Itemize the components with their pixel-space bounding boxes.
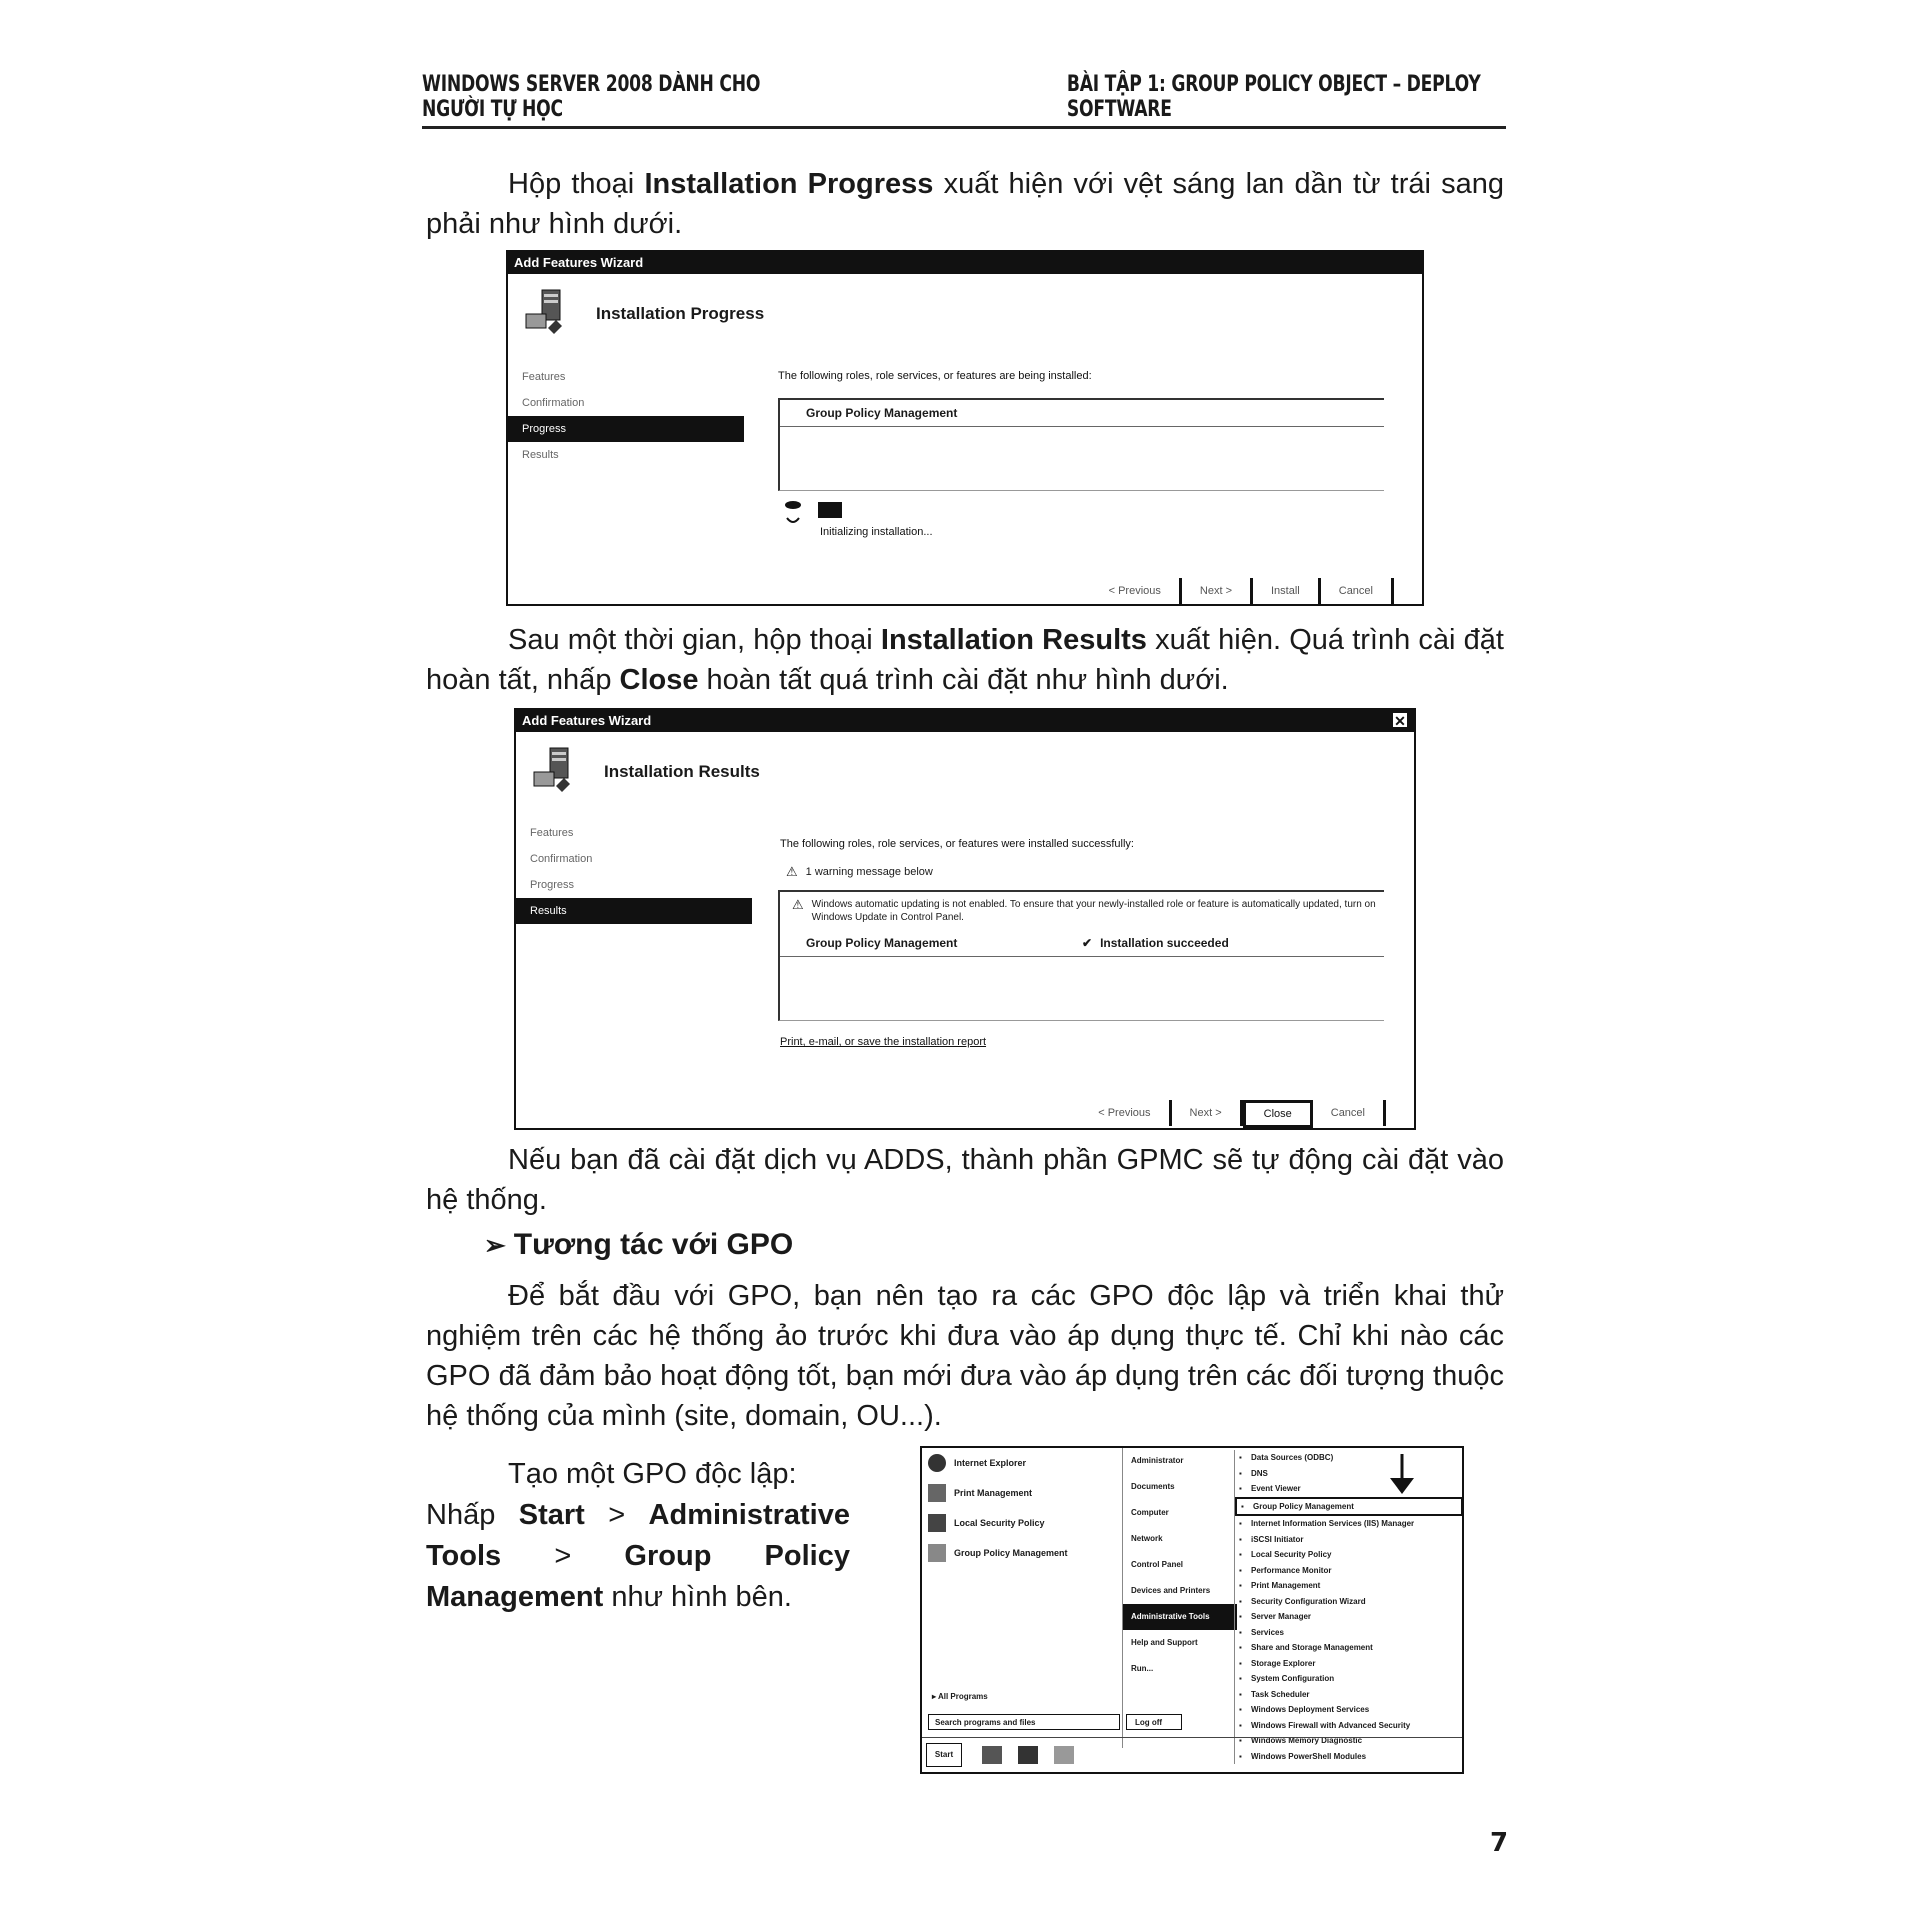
tool-icon: ▪ bbox=[1239, 1612, 1242, 1621]
start-menu-pinned bbox=[928, 1448, 1128, 1568]
admin-tool-label: Print Management bbox=[1251, 1581, 1321, 1590]
section-heading bbox=[484, 1228, 793, 1262]
all-programs-label: All Programs bbox=[937, 1692, 988, 1701]
warning-message bbox=[780, 892, 1384, 928]
arrow-bullet-icon: ➢ bbox=[484, 1230, 506, 1260]
p5-separator: > bbox=[501, 1540, 625, 1572]
installation-results-window bbox=[514, 708, 1416, 1130]
p2-text-mid: xuất hiện. Quá trình cài đặt hoàn tất, nhấp bbox=[426, 624, 1504, 696]
p5-line1: Tạo một GPO độc lập: bbox=[508, 1458, 797, 1490]
tool-icon: ▪ bbox=[1239, 1627, 1242, 1637]
cancel-button[interactable]: Cancel bbox=[1321, 578, 1394, 604]
tool-icon: ▪ bbox=[1239, 1689, 1242, 1699]
wizard-subtitle: The following roles, role services, or features are being installed: bbox=[778, 370, 1092, 382]
pinned-item[interactable] bbox=[928, 1448, 1128, 1478]
logoff-button[interactable]: Log off bbox=[1126, 1714, 1182, 1730]
wizard-steps bbox=[516, 820, 752, 924]
wizard-steps bbox=[508, 364, 744, 468]
tool-icon: ▪ bbox=[1239, 1484, 1242, 1493]
admin-tool-label: Windows Firewall with Advanced Security bbox=[1251, 1720, 1411, 1730]
menu-item-administrator[interactable]: Administrator bbox=[1131, 1456, 1184, 1465]
tool-icon: ▪ bbox=[1239, 1658, 1242, 1668]
admin-tool-item[interactable] bbox=[1235, 1594, 1463, 1610]
admin-tool-label: Server Manager bbox=[1251, 1612, 1312, 1621]
step-progress[interactable]: Progress bbox=[508, 416, 744, 442]
admin-tool-item[interactable] bbox=[1235, 1609, 1463, 1625]
menu-item-control-panel[interactable]: Control Panel bbox=[1131, 1560, 1184, 1569]
explorer-icon[interactable] bbox=[1054, 1746, 1074, 1764]
administrative-tools-submenu bbox=[1234, 1450, 1463, 1764]
window-title-text: Add Features Wizard bbox=[522, 713, 652, 728]
result-row bbox=[780, 928, 1384, 957]
admin-tool-item[interactable] bbox=[1235, 1718, 1463, 1734]
features-list bbox=[778, 398, 1384, 491]
step-features[interactable]: Features bbox=[522, 371, 566, 383]
group-policy-icon bbox=[928, 1544, 946, 1562]
tool-icon: ▪ bbox=[1239, 1565, 1242, 1575]
printer-icon bbox=[928, 1484, 946, 1502]
menu-item-help-support[interactable]: Help and Support bbox=[1131, 1638, 1198, 1647]
admin-tool-item[interactable] bbox=[1235, 1497, 1463, 1517]
admin-tool-label: Internet Information Services (IIS) Manager bbox=[1251, 1519, 1415, 1528]
start-menu-screenshot bbox=[920, 1446, 1464, 1774]
admin-tool-label: Local Security Policy bbox=[1251, 1550, 1332, 1559]
pinned-item[interactable] bbox=[928, 1538, 1128, 1568]
paragraph-1 bbox=[426, 164, 1504, 244]
admin-tool-label: DNS bbox=[1251, 1468, 1268, 1478]
progress-bar-fill bbox=[818, 502, 842, 518]
wizard-title: Installation Results bbox=[604, 762, 760, 781]
previous-button[interactable]: < Previous bbox=[1080, 1100, 1171, 1126]
admin-tool-item[interactable] bbox=[1235, 1702, 1463, 1718]
p5-bold-gpm: Group Policy Management bbox=[426, 1540, 850, 1613]
server-install-icon bbox=[522, 288, 566, 336]
server-install-icon bbox=[530, 746, 574, 794]
admin-tool-label: Windows PowerShell Modules bbox=[1251, 1751, 1367, 1761]
p2-text-end: hoàn tất quá trình cài đặt như hình dưới. bbox=[698, 664, 1229, 696]
taskbar bbox=[922, 1737, 1462, 1772]
p5-bold-start: Start bbox=[518, 1499, 585, 1531]
tool-icon: ▪ bbox=[1239, 1736, 1242, 1745]
pinned-label: Print Management bbox=[954, 1488, 1033, 1498]
tool-icon: ▪ bbox=[1239, 1720, 1242, 1730]
p3-text: Nếu bạn đã cài đặt dịch vụ ADDS, thành phần GPMC sẽ tự động cài đặt vào hệ thống. bbox=[426, 1144, 1504, 1216]
pinned-item[interactable] bbox=[928, 1478, 1128, 1508]
admin-tool-item[interactable] bbox=[1235, 1640, 1463, 1656]
all-programs-link[interactable]: ▸ All Programs bbox=[932, 1692, 988, 1701]
down-arrow-icon bbox=[1388, 1454, 1416, 1496]
p1-text-end: xuất hiện với vệt sáng lan dần từ trái sang phải như hình dưới. bbox=[426, 168, 1504, 240]
tool-icon: ▪ bbox=[1239, 1674, 1242, 1683]
security-policy-icon bbox=[928, 1514, 946, 1532]
check-icon: ✔ bbox=[1082, 936, 1093, 950]
p5-bold-admin-tools: Administrative Tools bbox=[426, 1499, 850, 1572]
tool-icon: ▪ bbox=[1239, 1453, 1242, 1462]
installation-progress-window bbox=[506, 250, 1424, 606]
report-link[interactable]: Print, e-mail, or save the installation report bbox=[780, 1036, 987, 1048]
step-progress[interactable]: Progress bbox=[530, 879, 575, 891]
p5-text: Nhấp bbox=[426, 1499, 519, 1531]
search-input[interactable]: Search programs and files bbox=[928, 1714, 1120, 1730]
admin-tool-label: System Configuration bbox=[1251, 1674, 1335, 1683]
results-list bbox=[778, 890, 1384, 1021]
hourglass-icon bbox=[782, 500, 804, 530]
paragraph-4 bbox=[426, 1276, 1504, 1436]
tool-icon: ▪ bbox=[1239, 1596, 1242, 1606]
tool-icon: ▪ bbox=[1239, 1751, 1242, 1761]
p2-text: Sau một thời gian, hộp thoại bbox=[508, 624, 881, 656]
progress-bar bbox=[818, 502, 1118, 518]
wizard-buttons bbox=[1091, 578, 1394, 604]
start-menu-right-column bbox=[1122, 1448, 1237, 1748]
p2-bold-results: Installation Results bbox=[880, 624, 1147, 656]
paragraph-3 bbox=[426, 1140, 1504, 1220]
admin-tool-label: Task Scheduler bbox=[1251, 1689, 1310, 1699]
admin-tool-item[interactable] bbox=[1235, 1563, 1463, 1579]
paragraph-5 bbox=[426, 1454, 850, 1618]
admin-tool-item[interactable] bbox=[1235, 1547, 1463, 1563]
server-manager-icon[interactable] bbox=[982, 1746, 1002, 1764]
menu-item-documents[interactable]: Documents bbox=[1131, 1482, 1175, 1491]
powershell-icon[interactable] bbox=[1018, 1746, 1038, 1764]
tool-icon: ▪ bbox=[1239, 1550, 1242, 1559]
warning-icon: ⚠ bbox=[792, 897, 804, 912]
admin-tool-item[interactable] bbox=[1235, 1532, 1463, 1548]
admin-tool-label: Security Configuration Wizard bbox=[1251, 1596, 1366, 1606]
step-confirmation[interactable]: Confirmation bbox=[522, 397, 585, 409]
close-button[interactable]: Close bbox=[1243, 1100, 1313, 1128]
tool-icon: ▪ bbox=[1239, 1643, 1242, 1652]
warning-icon: ⚠ bbox=[786, 864, 798, 879]
next-button[interactable]: Next > bbox=[1172, 1100, 1243, 1126]
admin-tool-item[interactable] bbox=[1235, 1578, 1463, 1594]
tool-icon: ▪ bbox=[1239, 1519, 1242, 1528]
running-header bbox=[422, 72, 1506, 129]
menu-item-network[interactable]: Network bbox=[1131, 1534, 1163, 1543]
header-right: BÀI TẬP 1: GROUP POLICY OBJECT – DEPLOY SOFTWARE bbox=[1066, 72, 1481, 122]
list-item-group-policy: Group Policy Management bbox=[780, 400, 1384, 427]
admin-tool-label: Services bbox=[1251, 1627, 1284, 1637]
admin-tool-item[interactable] bbox=[1235, 1450, 1463, 1466]
admin-tool-item[interactable] bbox=[1235, 1481, 1463, 1497]
admin-tool-item[interactable] bbox=[1235, 1656, 1463, 1672]
admin-tool-item[interactable] bbox=[1235, 1625, 1463, 1641]
result-feature: Group Policy Management bbox=[806, 936, 958, 950]
menu-item-administrative-tools[interactable]: Administrative Tools bbox=[1123, 1604, 1237, 1630]
pinned-label: Local Security Policy bbox=[954, 1518, 1045, 1528]
p5-separator: > bbox=[584, 1499, 649, 1531]
wizard-buttons bbox=[1080, 1100, 1386, 1128]
next-button[interactable]: Next > bbox=[1182, 578, 1253, 604]
result-status: Installation succeeded bbox=[1100, 936, 1229, 950]
admin-tool-label: Windows Memory Diagnostic bbox=[1251, 1736, 1363, 1745]
window-titlebar[interactable] bbox=[516, 710, 1414, 732]
window-titlebar[interactable]: Add Features Wizard bbox=[508, 252, 1422, 274]
paragraph-2 bbox=[426, 620, 1504, 700]
warning-message-text: Windows automatic updating is not enabled. To ensure that your newly-installed role or feature is automatically updated, turn on Windows Update in Control Panel. bbox=[811, 899, 1376, 923]
wizard-title: Installation Progress bbox=[596, 304, 765, 323]
header-left: WINDOWS SERVER 2008 DÀNH CHO NGƯỜI TỰ HỌC bbox=[422, 72, 761, 122]
tool-icon: ▪ bbox=[1239, 1581, 1242, 1590]
p2-bold-close: Close bbox=[619, 664, 699, 696]
admin-tool-label: Windows Deployment Services bbox=[1251, 1705, 1370, 1714]
previous-button[interactable]: < Previous bbox=[1091, 578, 1182, 604]
admin-tool-label: Storage Explorer bbox=[1251, 1658, 1316, 1668]
pinned-label: Group Policy Management bbox=[954, 1548, 1068, 1558]
admin-tool-label: Event Viewer bbox=[1251, 1484, 1301, 1493]
p4-text: Để bắt đầu với GPO, bạn nên tạo ra các GPO độc lập và triển khai thử nghiệm trên các hệ thống ảo trước khi đưa vào áp dụng thực tế. Chỉ khi nào các GPO đã đảm bảo hoạt động tốt, bạn mới đưa vào áp dụng trên các đối tượng thuộc hệ thống của mình (site, domain, OU...). bbox=[426, 1280, 1504, 1432]
menu-item-run[interactable]: Run... bbox=[1131, 1664, 1154, 1673]
admin-tool-label: Group Policy Management bbox=[1253, 1501, 1354, 1511]
step-features[interactable]: Features bbox=[530, 827, 574, 839]
tool-icon: ▪ bbox=[1239, 1534, 1242, 1544]
tool-icon: ▪ bbox=[1239, 1705, 1242, 1714]
admin-tool-label: Performance Monitor bbox=[1251, 1565, 1332, 1575]
warning-summary-text: 1 warning message below bbox=[805, 866, 933, 878]
admin-tool-item[interactable] bbox=[1235, 1516, 1463, 1532]
heading-text: Tương tác với GPO bbox=[513, 1228, 794, 1261]
step-confirmation[interactable]: Confirmation bbox=[530, 853, 593, 865]
tool-icon: ▪ bbox=[1241, 1501, 1244, 1511]
pinned-item[interactable] bbox=[928, 1508, 1128, 1538]
step-results[interactable]: Results bbox=[522, 449, 559, 461]
menu-item-devices-printers[interactable]: Devices and Printers bbox=[1131, 1586, 1211, 1595]
warning-summary bbox=[786, 864, 933, 880]
admin-tool-label: iSCSI Initiator bbox=[1251, 1534, 1304, 1544]
admin-tool-label: Data Sources (ODBC) bbox=[1251, 1453, 1334, 1462]
menu-item-computer[interactable]: Computer bbox=[1131, 1508, 1169, 1517]
p1-bold: Installation Progress bbox=[644, 168, 934, 200]
pinned-label: Internet Explorer bbox=[954, 1458, 1027, 1468]
admin-tool-label: Share and Storage Management bbox=[1251, 1643, 1373, 1652]
tool-icon: ▪ bbox=[1239, 1468, 1242, 1478]
wizard-subtitle: The following roles, role services, or features were installed successfully: bbox=[780, 838, 1134, 850]
close-icon[interactable]: ✕ bbox=[1392, 712, 1408, 728]
progress-status: Initializing installation... bbox=[820, 526, 933, 538]
internet-explorer-icon bbox=[928, 1454, 946, 1472]
admin-tool-item[interactable] bbox=[1235, 1466, 1463, 1482]
step-results[interactable]: Results bbox=[516, 898, 752, 924]
admin-tool-item[interactable] bbox=[1235, 1671, 1463, 1687]
p5-text-end: như hình bên. bbox=[603, 1581, 792, 1613]
admin-tool-item[interactable] bbox=[1235, 1687, 1463, 1703]
page-number: 7 bbox=[1490, 1828, 1509, 1858]
install-button[interactable]: Install bbox=[1253, 578, 1321, 604]
cancel-button[interactable]: Cancel bbox=[1313, 1100, 1386, 1126]
start-button[interactable]: Start bbox=[926, 1743, 962, 1767]
p1-text: Hộp thoại bbox=[508, 168, 645, 200]
